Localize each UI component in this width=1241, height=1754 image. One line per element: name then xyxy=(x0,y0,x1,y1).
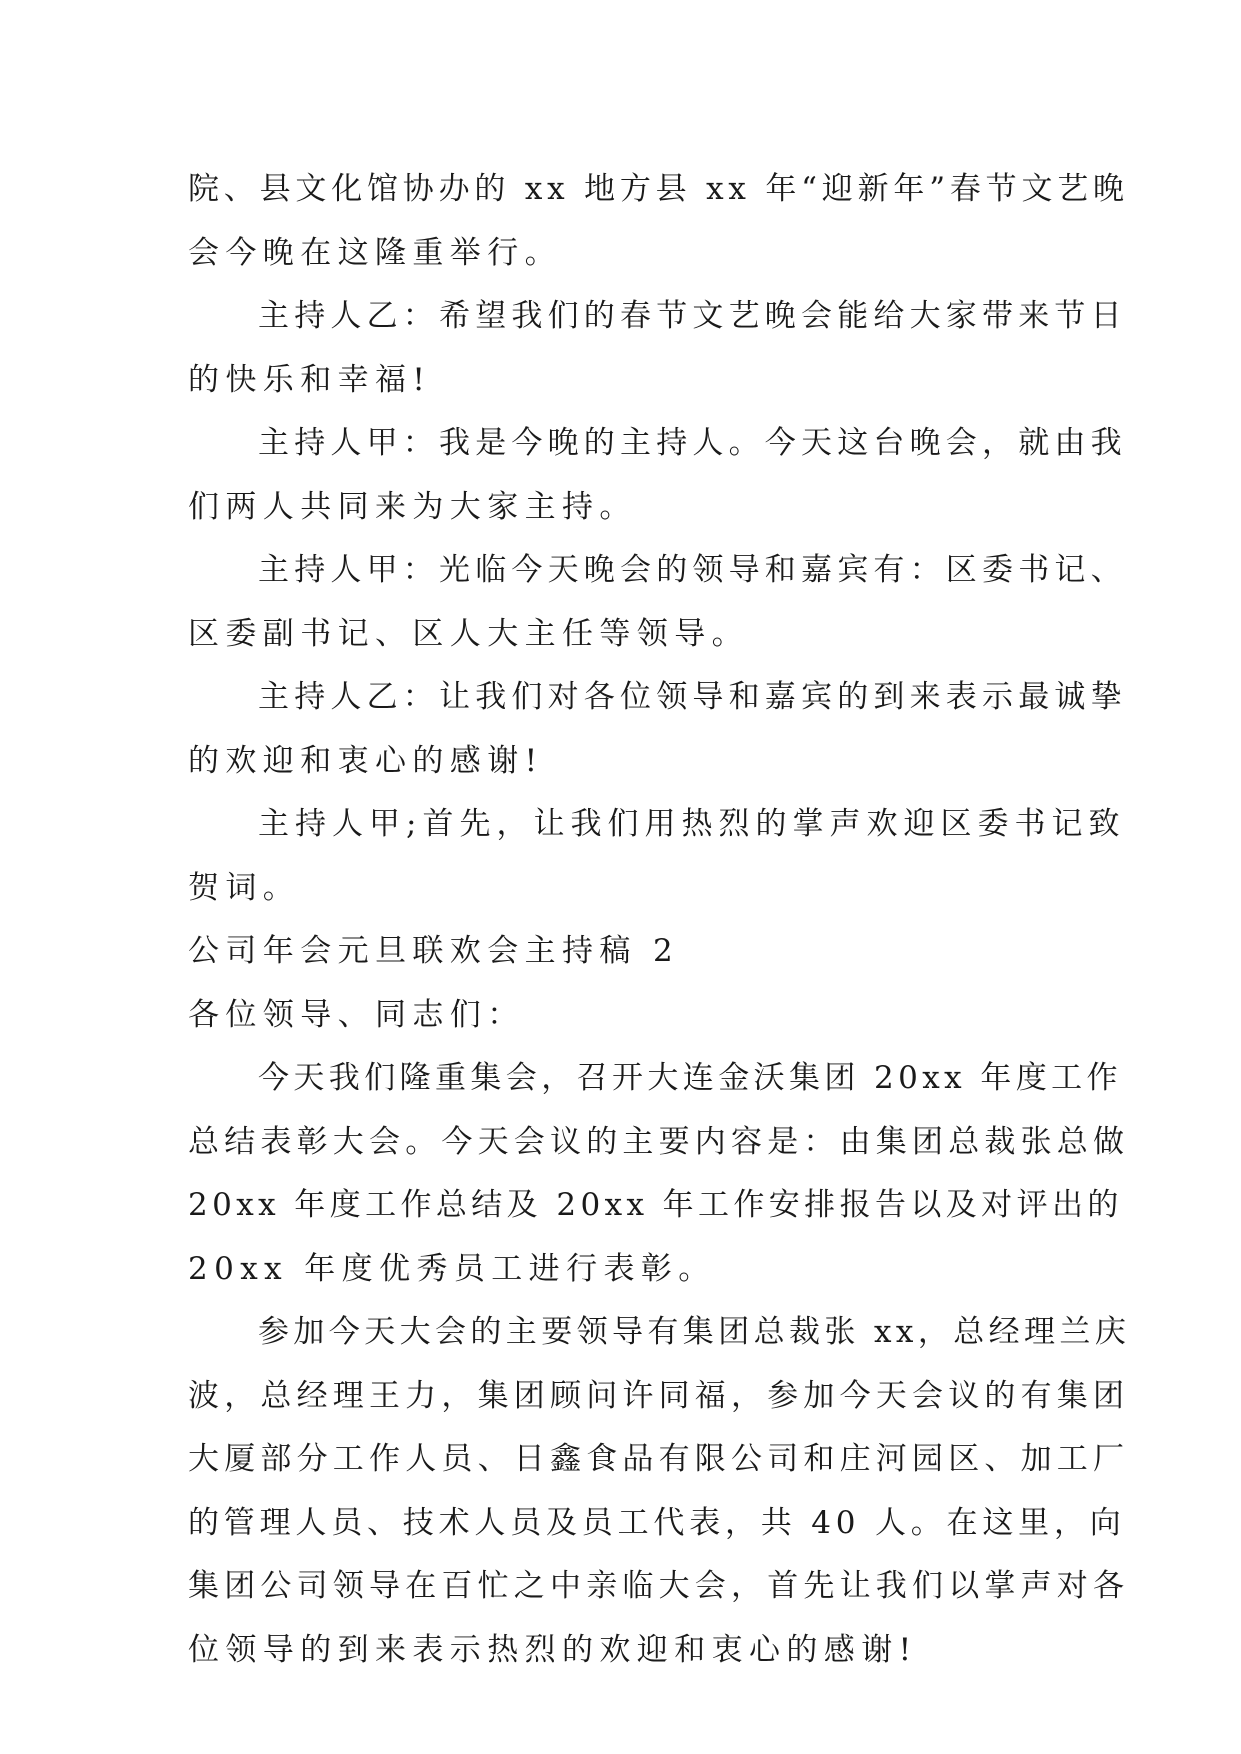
text-line: 的快乐和幸福! xyxy=(188,361,432,398)
text-line: 主持人乙：希望我们的春节文艺晚会能给大家带来节日 xyxy=(258,298,1127,334)
text-line: 各位领导、同志们： xyxy=(188,996,525,1033)
text-line: 主持人甲;首先，让我们用热烈的掌声欢迎区委书记致 xyxy=(258,806,1126,842)
text-line: 区委副书记、区人大主任等领导。 xyxy=(188,615,749,652)
text-line: 20xx 年度优秀员工进行表彰。 xyxy=(188,1250,716,1287)
text-line: 的欢迎和衷心的感谢! xyxy=(188,742,544,779)
text-line: 大厦部分工作人员、日鑫食品有限公司和庄河园区、加工厂 xyxy=(188,1441,1130,1477)
text-line: 们两人共同来为大家主持。 xyxy=(188,488,637,525)
text-line: 贺词。 xyxy=(188,869,301,906)
text-line: 主持人乙：让我们对各位领导和嘉宾的到来表示最诚挚 xyxy=(258,679,1127,715)
text-line: 院、县文化馆协办的 xx 地方县 xx 年“迎新年”春节文艺晚 xyxy=(188,171,1129,207)
text-line: 公司年会元旦联欢会主持稿 2 xyxy=(188,933,680,969)
text-line: 主持人甲：光临今天晚会的领导和嘉宾有：区委书记、 xyxy=(258,552,1127,588)
text-line: 波，总经理王力，集团顾问许同福，参加今天会议的有集团 xyxy=(188,1377,1130,1414)
text-line: 20xx 年度工作总结及 20xx 年工作安排报告以及对评出的 xyxy=(188,1187,1123,1223)
text-line: 主持人甲：我是今晚的主持人。今天这台晚会，就由我 xyxy=(258,425,1127,461)
text-line: 位领导的到来表示热烈的欢迎和衷心的感谢! xyxy=(188,1631,918,1668)
text-line: 今天我们隆重集会，召开大连金沃集团 20xx 年度工作 xyxy=(258,1060,1122,1096)
text-line: 总结表彰大会。今天会议的主要内容是：由集团总裁张总做 xyxy=(188,1123,1130,1160)
document-body xyxy=(188,158,1131,1682)
text-line: 集团公司领导在百忙之中亲临大会，首先让我们以掌声对各 xyxy=(188,1568,1130,1604)
text-line: 会今晚在这隆重举行。 xyxy=(188,234,562,271)
text-line: 的管理人员、技术人员及员工代表，共 40 人。在这里，向 xyxy=(188,1504,1126,1541)
text-line: 参加今天大会的主要领导有集团总裁张 xx，总经理兰庆 xyxy=(258,1314,1131,1350)
